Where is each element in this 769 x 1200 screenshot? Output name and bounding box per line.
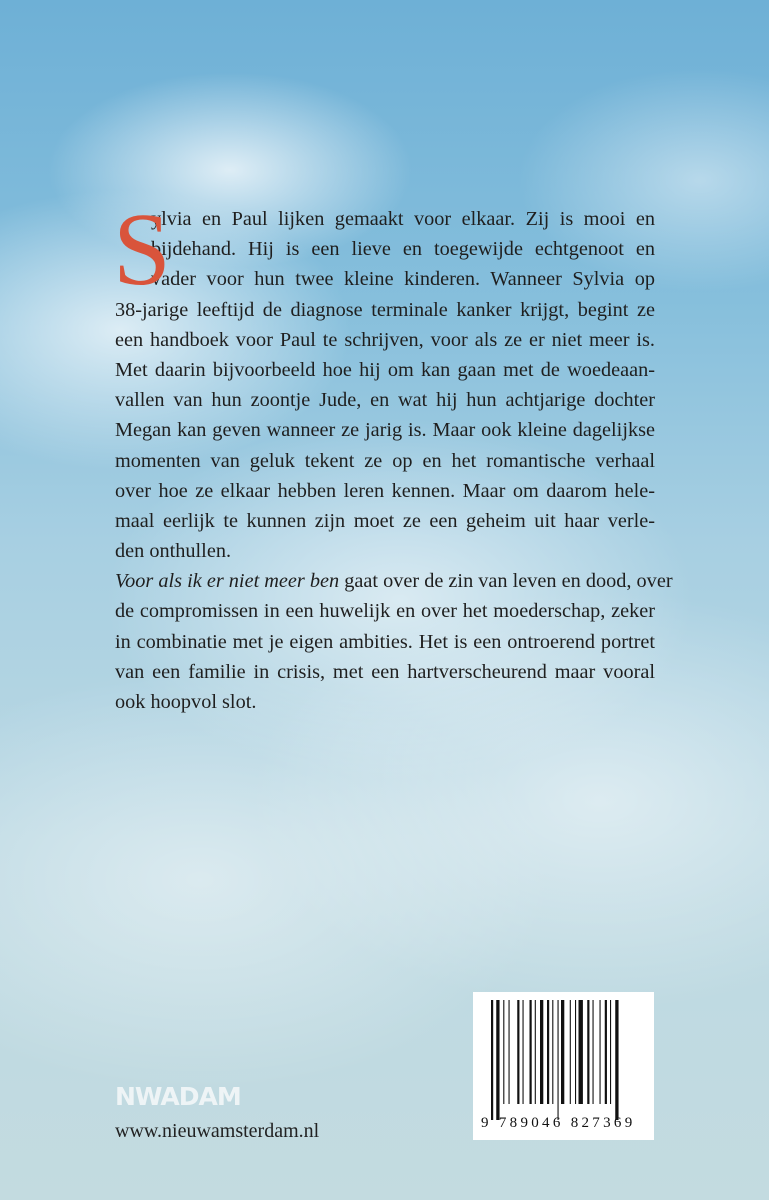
blurb-line: Megan kan geven wanneer ze jarig is. Maar ook kleine dagelijkse bbox=[115, 419, 655, 442]
barcode-bars bbox=[491, 1000, 639, 1120]
barcode-bar bbox=[600, 1000, 601, 1104]
blurb-line: de compromissen in een huwelijk en over het moederschap, zeker bbox=[115, 600, 655, 623]
blurb-line: momenten van geluk tekent ze op en het romantische verhaal bbox=[115, 449, 655, 472]
blurb-line: 38-jarige leeftijd de diagnose terminale kanker krijgt, begint ze bbox=[115, 298, 655, 321]
blurb-line: maal eerlijk te kunnen zijn moet ze een geheim uit haar verle- bbox=[115, 509, 655, 532]
barcode-bar bbox=[605, 1000, 607, 1104]
blurb-line: een handboek voor Paul te schrijven, voor als ze er niet meer is. bbox=[115, 328, 655, 351]
barcode-bar bbox=[575, 1000, 576, 1104]
blurb bbox=[113, 192, 673, 717]
barcode-bar bbox=[517, 1000, 519, 1104]
barcode-bar bbox=[610, 1000, 611, 1104]
barcode-bar bbox=[491, 1000, 493, 1120]
barcode-bar bbox=[558, 1000, 559, 1120]
barcode-bar bbox=[593, 1000, 594, 1104]
blurb-text: gaat over de zin van leven en dood, over bbox=[339, 570, 673, 593]
barcode-bar bbox=[540, 1000, 543, 1104]
barcode-bar bbox=[552, 1000, 553, 1104]
barcode-bar bbox=[530, 1000, 532, 1104]
blurb-line: bijdehand. Hij is een lieve en toegewijde echtgenoot en bbox=[151, 238, 655, 261]
blurb-line: van een familie in crisis, met een hartverscheurend maar vooral bbox=[115, 660, 655, 683]
publisher-url: www.nieuwamsterdam.nl bbox=[115, 1120, 320, 1142]
barcode-bar bbox=[503, 1000, 504, 1104]
blurb-line: ook hoopvol slot. bbox=[115, 691, 257, 713]
barcode-bar bbox=[535, 1000, 536, 1104]
blurb-line: ylvia en Paul lijken gemaakt voor elkaar. Zij is mooi en bbox=[151, 208, 655, 230]
barcode-bar bbox=[496, 1000, 499, 1120]
book-title: Voor als ik er niet meer ben bbox=[115, 570, 340, 593]
barcode-bar bbox=[523, 1000, 524, 1104]
drop-cap: S bbox=[113, 192, 171, 307]
blurb-line: vallen van hun zoontje Jude, en wat hij hun achtjarige dochter bbox=[115, 389, 655, 412]
blurb-line: Met daarin bijvoorbeeld hoe hij om kan gaan met de woedeaan- bbox=[115, 358, 655, 381]
barcode-bar bbox=[561, 1000, 564, 1104]
barcode-bar bbox=[587, 1000, 589, 1104]
blurb-line: den onthullen. bbox=[115, 540, 232, 563]
barcode bbox=[473, 992, 654, 1140]
barcode-bar bbox=[547, 1000, 549, 1104]
blurb-line: in combinatie met je eigen ambities. Het is een ontroerend portret bbox=[115, 630, 655, 653]
blurb-line: over hoe ze elkaar hebben leren kennen. Maar om daarom hele- bbox=[115, 479, 655, 502]
blurb-line: vader voor hun twee kleine kinderen. Wanneer Sylvia op bbox=[151, 268, 655, 291]
isbn-number: 9 789046 827369 bbox=[481, 1115, 636, 1131]
publisher-logo: NWADAM bbox=[115, 1082, 241, 1111]
barcode-bar bbox=[579, 1000, 583, 1104]
blurb-line bbox=[115, 566, 673, 596]
barcode-bar bbox=[509, 1000, 510, 1104]
barcode-bar bbox=[615, 1000, 618, 1120]
barcode-bar bbox=[570, 1000, 571, 1104]
